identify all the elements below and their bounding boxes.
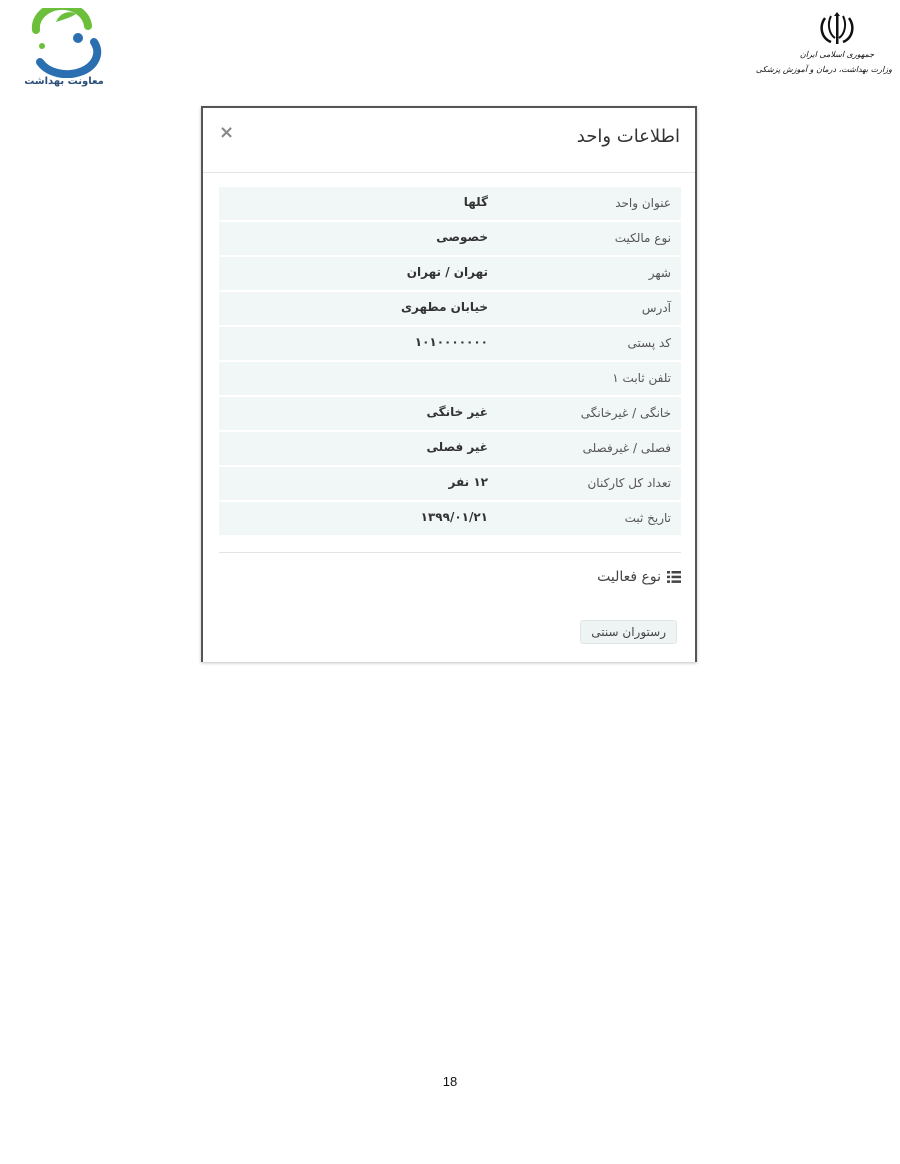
row-label: فصلی / غیرفصلی	[582, 441, 671, 455]
activity-section-header	[597, 569, 681, 585]
row-value: ۱۰۱۰۰۰۰۰۰۰	[414, 335, 488, 349]
row-value: غیر فصلی	[426, 440, 488, 454]
health-deputy-logo-text: معاونت بهداشت	[24, 76, 104, 87]
row-label: خانگی / غیرخانگی	[580, 406, 671, 420]
info-row-address	[219, 292, 681, 325]
info-row-postal-code	[219, 327, 681, 360]
unit-info-modal	[201, 106, 697, 662]
health-deputy-logo	[12, 8, 116, 96]
row-value: خیابان مطهری	[401, 300, 488, 314]
info-row-unit-title	[219, 187, 681, 220]
activity-tag: رستوران سنتی	[580, 620, 677, 644]
info-row-seasonal	[219, 432, 681, 465]
row-value: ۱۲ نفر	[448, 475, 488, 489]
activity-section-title: نوع فعالیت	[597, 569, 661, 585]
emblem-line2: وزارت بهداشت، درمان و آموزش پزشکی	[755, 65, 892, 74]
info-row-city	[219, 257, 681, 290]
row-label: عنوان واحد	[615, 196, 671, 210]
list-icon	[667, 571, 681, 583]
info-row-household	[219, 397, 681, 430]
unit-info-table	[219, 187, 681, 537]
info-row-ownership	[219, 222, 681, 255]
info-row-registration-date	[219, 502, 681, 535]
row-value: غیر خانگی	[426, 405, 488, 419]
row-label: تاریخ ثبت	[624, 511, 671, 525]
row-value: تهران / تهران	[406, 265, 488, 279]
row-value: ۱۳۹۹/۰۱/۲۱	[420, 510, 488, 524]
row-label: شهر	[648, 266, 671, 280]
info-row-phone	[219, 362, 681, 395]
row-label: تعداد کل کارکنان	[587, 476, 671, 490]
ministry-emblem	[755, 12, 892, 82]
iran-emblem-icon	[817, 12, 857, 48]
close-icon[interactable]: ×	[219, 122, 235, 143]
health-deputy-logo-mark	[12, 8, 116, 78]
page-number: 18	[442, 1074, 458, 1089]
modal-title: اطلاعات واحد	[576, 126, 680, 147]
modal-header	[203, 108, 695, 173]
info-row-staff-count	[219, 467, 681, 500]
row-label: کد پستی	[627, 336, 671, 350]
section-divider	[219, 552, 681, 553]
row-value: خصوصی	[436, 230, 488, 244]
row-label: آدرس	[641, 301, 671, 315]
row-value: گلها	[463, 195, 488, 209]
row-label: تلفن ثابت ۱	[612, 371, 671, 385]
row-label: نوع مالکیت	[614, 231, 671, 245]
emblem-line1: جمهوری اسلامی ایران	[799, 50, 875, 59]
